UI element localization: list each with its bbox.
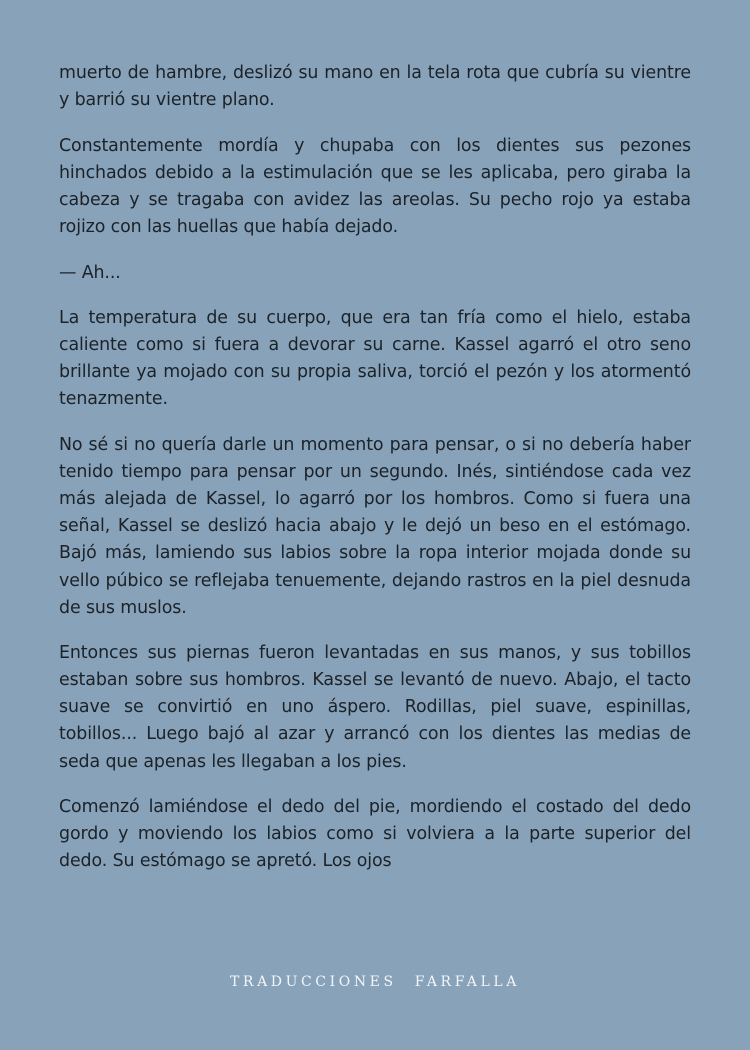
paragraph: Constantemente mordía y chupaba con los dientes sus pezones hinchados debido a la estimulación que se les aplicaba, pero giraba la cabeza y se tragaba con avidez las areolas. Su pecho rojo ya estaba rojizo con las huellas que había dejado. <box>59 135 691 237</box>
footer-credit: TRADUCCIONES FARFALLA <box>229 974 520 990</box>
paragraph: muerto de hambre, deslizó su mano en la tela rota que cubría su vientre y barrió su vientre plano. <box>59 63 691 111</box>
body-text <box>59 60 691 950</box>
paragraph: Comenzó lamiéndose el dedo del pie, mordiendo el costado del dedo gordo y moviendo los labios como si volviera a la parte superior del dedo. Su estómago se apretó. Los ojos <box>59 797 691 872</box>
paragraph: No sé si no quería darle un momento para pensar, o si no debería haber tenido tiempo para pensar por un segundo. Inés, sintiéndose cada vez más alejada de Kassel, lo agarró por los hombros. Como si fuera una señal, Kassel se deslizó hacia abajo y le dejó un beso en el estómago. Bajó más, lamiendo sus labios sobre la ropa interior mojada donde su vello púbico se reflejaba tenuemente, dejando rastros en la piel desnuda de sus muslos. <box>59 435 691 618</box>
paragraph: Entonces sus piernas fueron levantadas en sus manos, y sus tobillos estaban sobre sus hombros. Kassel se levantó de nuevo. Abajo, el tacto suave se convirtió en uno áspero. Rodillas, piel suave, espinillas, tobillos... Luego bajó al azar y arrancó con los dientes las medias de seda que apenas les llegaban a los pies. <box>59 643 691 772</box>
paragraph: — Ah... <box>59 262 121 283</box>
paragraph: La temperatura de su cuerpo, que era tan fría como el hielo, estaba caliente como si fuera a devorar su carne. Kassel agarró el otro seno brillante ya mojado con su propia saliva, torció el pezón y los atormentó tenazmente. <box>59 308 691 410</box>
